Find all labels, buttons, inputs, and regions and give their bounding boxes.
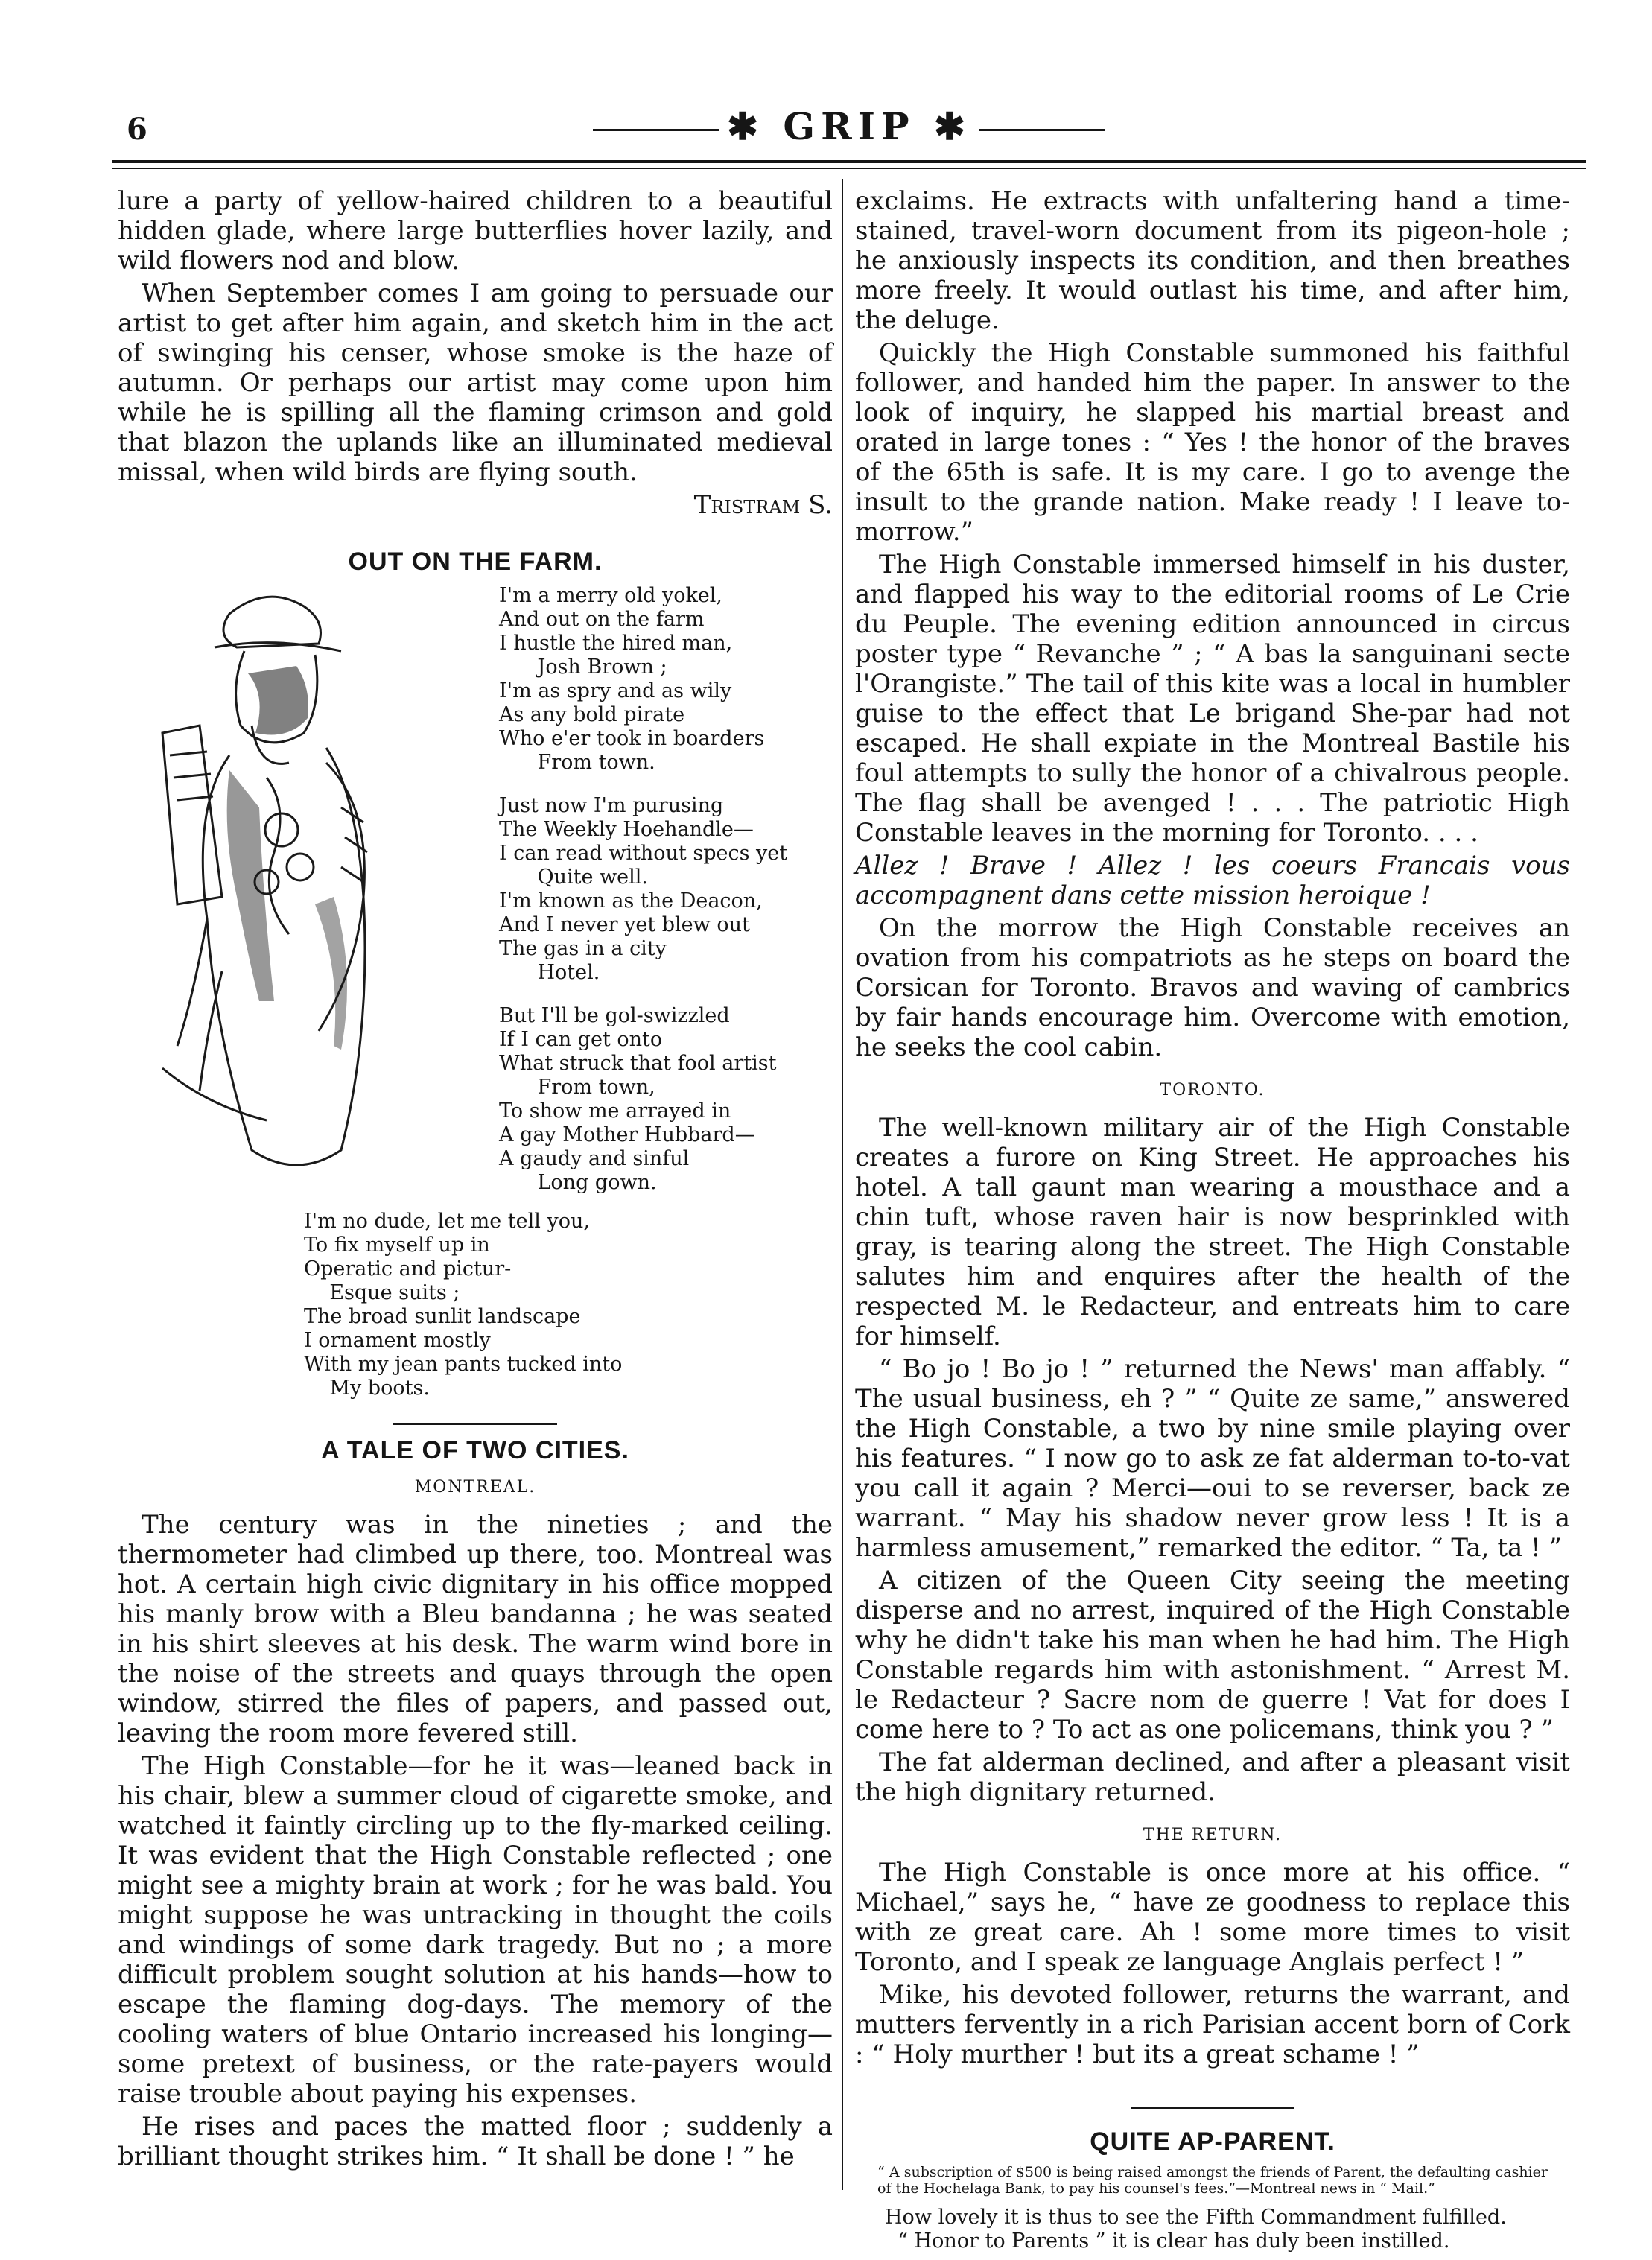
verse-line: How lovely it is thus to see the Fifth Commandment fulfilled. (885, 2206, 1507, 2229)
tale-paragraph: A citizen of the Queen City seeing the meeting disperse and no arrest, inquired of the High Constable why he didn't take his man when he had him. The High Constable regards him with astonishment. “ Arrest M. le Redacteur ? Sacre nom de guerre ! Vat for does I come here to ? To act as one policemans, think you ? ” (855, 1566, 1570, 1745)
tale-paragraph: The century was in the nineties ; and the thermometer had climbed up there, too. Montreal was hot. A certain high civic dignitary in his office mopped his manly brow with a Bleu bandanna ; he was seated in his shirt sleeves at his desk. The warm wind bore in the noise of the streets and quays through the open window, stirred the files of papers, and passed out, leaving the room more fevered still. (118, 1510, 833, 1748)
tale-paragraph: exclaims. He extracts with unfaltering hand a time-stained, travel-worn document from its pigeon-hole ; he anxiously inspects its condition, and then breathes more freely. It would outlast his time, and after him, the deluge. (855, 186, 1570, 335)
intro-paragraph: lure a party of yellow-haired children to a beautiful hidden glade, where large butterflies hover lazily, and wild flowers nod and blow. (118, 186, 833, 276)
tale-subtitle: MONTREAL. (414, 1478, 536, 1496)
poem-line: To fix myself up in (304, 1234, 490, 1257)
poem-line: I can read without specs yet (499, 842, 788, 865)
page-number: 6 (127, 112, 147, 147)
tale-paragraph: The well-known military air of the High Constable creates a furore on King Street. He approaches his hotel. A tall gaunt man wearing a mousthace and a chin tuft, whose raven hair is now besprinkled with gray, is tearing along the street. The High Constable salutes him and enquires after the health of the respected M. le Redacteur, and entreats him to care for himself. (855, 1113, 1570, 1351)
poem-line: I ornament mostly (304, 1329, 491, 1352)
poem-line: From town. (499, 751, 655, 774)
tale-paragraph: “ Bo jo ! Bo jo ! ” returned the News' man affably. “ The usual business, eh ? ” “ Quite ze same,” answered the High Constable, a two by nine smile playing over his features. “ I now go to ask ze fat alderman to-to-vat you call it again ? Merci—oui to se reverser, back ze warrant. “ May his shadow never grow less ! It is a harmless amusement,” remarked the editor. “ Ta, ta ! ” (855, 1354, 1570, 1563)
tale-paragraph: The High Constable—for he it was—leaned back in his chair, blew a summer cloud of cigarette smoke, and watched it faintly circling up to the fly-marked ceiling. It was evident that the High Constable reflected ; one might see a mighty brain at work ; for he was bald. You might suppose he was untracking in thought the coils and windings of some dark tragedy. But no ; a more difficult problem sought solution at his hands—how to escape the flaming dog-days. The memory of the cooling waters of blue Ontario increased his longing—some pretext of business, or the rate-payers would raise trouble about paying his expenses. (118, 1751, 833, 2109)
section-rule (1131, 2107, 1294, 2109)
intro-signature: Tristram S. (693, 490, 833, 520)
poem-line: And out on the farm (499, 608, 705, 631)
poem-line: Quite well. (499, 866, 649, 889)
tale-title: A TALE OF TWO CITIES. (321, 1436, 629, 1464)
poem-line: The broad sunlit landscape (304, 1305, 581, 1328)
poem-line: The gas in a city (499, 937, 667, 960)
masthead: ✱ GRIP ✱ (112, 104, 1586, 148)
right-column (855, 186, 1570, 2253)
poem-line: But I'll be gol-swizzled (499, 1004, 730, 1027)
poem-line: A gay Mother Hubbard— (499, 1123, 755, 1146)
poem-line: Josh Brown ; (499, 656, 667, 679)
masthead-title: GRIP (783, 104, 915, 148)
tale-paragraph: Quickly the High Constable summoned his faithful follower, and handed him the paper. In answer to the look of inquiry, he slapped his martial breast and orated in large tones : “ Yes ! the honor of the braves of the 65th is safe. It is my care. I go to avenge the insult to the grande nation. Make ready ! I leave to-morrow.” (855, 338, 1570, 547)
section-heading-toronto: TORONTO. (1160, 1081, 1265, 1099)
poem-line: I hustle the hired man, (499, 632, 733, 655)
farmer-illustration (118, 584, 490, 1210)
poem-line: I'm a merry old yokel, (499, 584, 723, 607)
poem-line: My boots. (304, 1377, 430, 1400)
poem-line: If I can get onto (499, 1028, 663, 1051)
poem-line: Who e'er took in boarders (499, 727, 765, 750)
poem-line: Operatic and pictur- (304, 1257, 512, 1280)
masthead-rule-right (979, 129, 1105, 131)
poem-final-stanza (118, 1210, 833, 1400)
poem-line: With my jean pants tucked into (304, 1353, 623, 1376)
tale-paragraph: The High Constable is once more at his office. “ Michael,” says he, “ have ze goodness to replace this with ze great care. Ah ! some more times to visit Toronto, and I speak ze language Anglais perfect ! ” (855, 1858, 1570, 1977)
tale-paragraph-french: Allez ! Brave ! Allez ! les coeurs Francais vous accompagnent dans cette mission heroique ! (855, 851, 1570, 910)
poem-line: Just now I'm purusing (499, 794, 724, 817)
header-rule-thick (112, 160, 1586, 163)
poem-block (118, 584, 833, 1210)
poem-line: I'm as spry and as wily (499, 679, 732, 702)
quite-verse (855, 2206, 1570, 2253)
poem-line: What struck that fool artist (499, 1052, 777, 1075)
poem-line: I'm known as the Deacon, (499, 889, 763, 912)
poem-line: I'm no dude, let me tell you, (304, 1210, 590, 1233)
poem-line: Esque suits ; (304, 1281, 460, 1304)
verse-line: “ Honor to Parents ” it is clear has duly been instilled. (885, 2229, 1450, 2253)
poem-line: Long gown. (499, 1171, 657, 1194)
tale-paragraph: On the morrow the High Constable receives an ovation from his compatriots as he steps on board the Corsican for Toronto. Bravos and waving of cambrics by fair hands encourage him. Overcome with emotion, he seeks the cool cabin. (855, 913, 1570, 1062)
poem-line: As any bold pirate (499, 703, 685, 726)
poem-line: The Weekly Hoehandle— (499, 818, 754, 841)
masthead-rule-left (593, 129, 719, 131)
quite-title: QUITE AP-PARENT. (1090, 2127, 1335, 2156)
left-column (118, 186, 833, 2174)
intro-paragraph: When September comes I am going to persuade our artist to get after him again, and sketch him in the act of swinging his censer, whose smoke is the haze of autumn. Or perhaps our artist may come upon him while he is spilling all the flaming crimson and gold that blazon the uplands like an illuminated medieval missal, when wild birds are flying south. (118, 279, 833, 487)
poem-line: From town, (499, 1076, 655, 1099)
section-heading-return: THE RETURN. (1143, 1826, 1283, 1844)
tale-paragraph: Mike, his devoted follower, returns the warrant, and mutters fervently in a rich Parisian accent born of Cork : “ Holy murther ! but its a great schame ! ” (855, 1980, 1570, 2069)
tale-paragraph: The High Constable immersed himself in his duster, and flapped his way to the editorial rooms of Le Crie du Peuple. The evening edition announced in circus poster type “ Revanche ” ; “ A bas la sanguinani secte l'Orangiste.” The tail of this kite was a local in humbler guise to the effect that Le brigand She-par had not escaped. He shall expiate in the Montreal Bastile his foul attempts to sully the honor of a chivalrous people. The flag shall be avenged ! . . . The patriotic High Constable leaves in the morning for Toronto. . . . (855, 550, 1570, 848)
poem-line: Hotel. (499, 961, 600, 984)
tale-paragraph: The fat alderman declined, and after a pleasant visit the high dignitary returned. (855, 1748, 1570, 1807)
header-rule-thin (112, 168, 1586, 169)
poem-line: A gaudy and sinful (499, 1147, 690, 1170)
poem-line: And I never yet blew out (499, 913, 750, 936)
section-rule (393, 1423, 557, 1425)
poem-line: To show me arrayed in (499, 1099, 731, 1123)
poem-stanzas (499, 584, 834, 1195)
tale-paragraph: He rises and paces the matted floor ; suddenly a brilliant thought strikes him. “ It shall be done ! ” he (118, 2112, 833, 2171)
poem-title: OUT ON THE FARM. (348, 547, 603, 576)
quite-quote: “ A subscription of $500 is being raised amongst the friends of Parent, the defaulting cashier of the Hochelaga Bank, to pay his counsel's fees.”—Montreal news in “ Mail.” (877, 2164, 1548, 2197)
column-divider (842, 179, 843, 2190)
